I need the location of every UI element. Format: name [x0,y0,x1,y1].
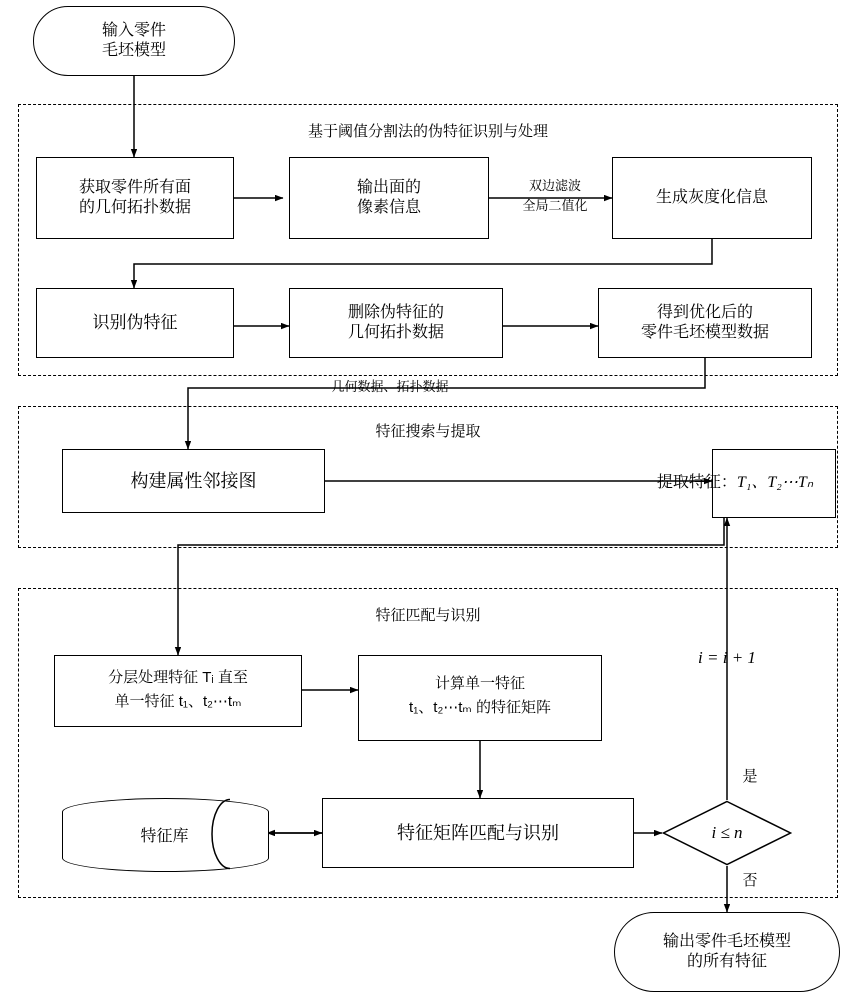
node-identify-pseudo [36,288,234,358]
node-gen-gray-label: 生成灰度化信息 [655,189,768,206]
node-optimized-data [598,288,812,358]
extract-feature-prefix: 提取特征： [656,474,737,491]
node-get-topology [36,157,234,239]
node-matrix-match [322,798,634,868]
end-node-label: 输出零件毛坯模型 的所有特征 [662,933,791,970]
calc-matrix-line2: t₁、t₂⋯tₘ 的特征矩阵 [409,699,551,716]
node-decision [662,800,792,866]
node-output-pixel [289,157,489,239]
node-build-graph-label: 构建属性邻接图 [130,470,257,491]
node-gen-gray [612,157,812,239]
edge-label-filter-line1: 双边滤波 [528,178,581,193]
decision-label: i ≤ n [711,823,743,842]
layer-process-line1: 分层处理特征 Tᵢ 直至 [108,669,248,686]
node-get-topology-label: 获取零件所有面 的几何拓扑数据 [78,179,191,216]
feature-library-label: 特征库 [140,827,189,845]
end-node [614,912,840,992]
node-build-graph [62,449,325,513]
start-node [33,6,235,76]
group-pseudo-feature-title: 基于阈值分割法的伪特征识别与处理 [307,123,548,140]
edge-label-no: 否 [742,872,758,889]
node-output-pixel-label: 输出面的 像素信息 [356,179,421,216]
node-feature-library [62,798,267,870]
node-delete-pseudo-label: 删除伪特征的 几何拓扑数据 [347,304,444,341]
group-feature-match-title: 特征匹配与识别 [375,607,481,624]
node-extract-feature-text [620,473,850,492]
node-identify-pseudo-label: 识别伪特征 [92,313,178,333]
edge-label-geo-topo: 几何数据、拓扑数据 [331,379,449,394]
increment-expression: i = i + 1 [698,648,756,667]
edge-label-filter-line2: 全局二值化 [522,198,588,213]
start-node-label: 输入零件 毛坯模型 [101,22,166,59]
edge-label-increment [672,648,782,668]
extract-feature-symbols: T₁、T₂⋯Tₙ [736,474,814,491]
calc-matrix-line1: 计算单一特征 [434,675,525,692]
node-layer-process-text [54,669,302,711]
edge-label-yes: 是 [742,768,758,785]
node-calc-matrix-text [358,675,602,717]
group-feature-search-title: 特征搜索与提取 [375,423,481,440]
node-delete-pseudo [289,288,503,358]
layer-process-line2: 单一特征 t₁、t₂⋯tₘ [114,693,242,710]
node-matrix-match-label: 特征矩阵匹配与识别 [397,822,559,843]
node-optimized-data-label: 得到优化后的 零件毛坯模型数据 [640,304,769,341]
